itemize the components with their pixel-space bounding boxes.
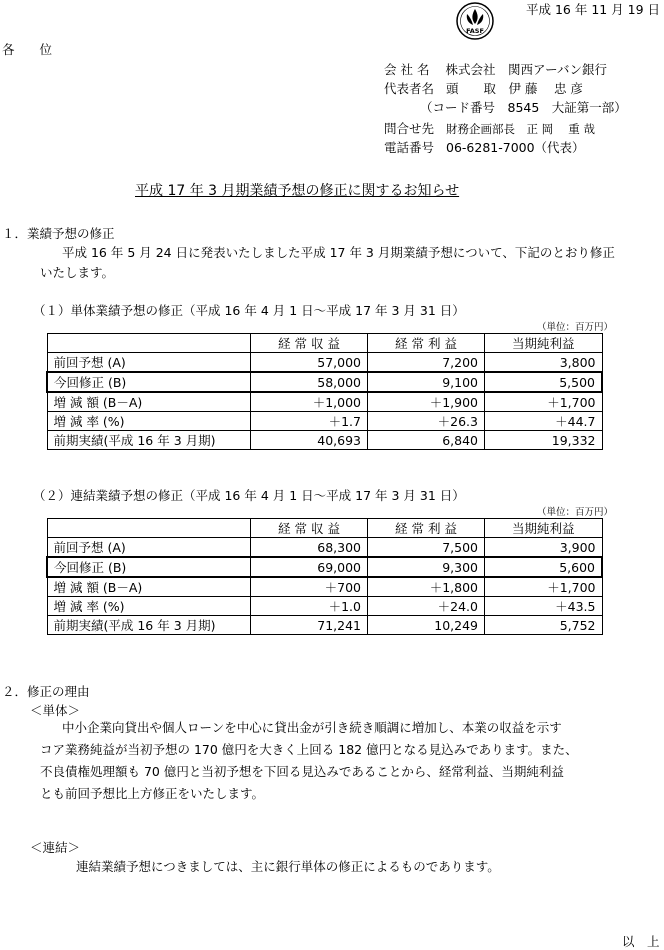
table-cell: 58,000 [251, 372, 368, 392]
table-cell: 68,300 [251, 538, 368, 558]
row-label: 前期実績(平成 16 年 3 月期) [47, 616, 251, 635]
table-row [47, 412, 602, 431]
table-cell: 40,693 [251, 431, 368, 450]
addressee: 各 位 [2, 42, 53, 57]
phone-row [384, 138, 585, 156]
table-row [47, 392, 602, 412]
row-label: 増 減 率 (%) [47, 412, 251, 431]
table-cell: ＋1,700 [485, 577, 603, 597]
company-row [384, 60, 607, 78]
section1-intro-line1: 平成 16 年 5 月 24 日に発表いたしました平成 17 年 3 月期業績予想について、下記のとおり修正 [62, 245, 615, 260]
single-reason-line: とも前回予想比上方修正をいたします。 [40, 786, 265, 801]
row-label: 増 減 額 (B－A) [47, 392, 251, 412]
single-reason-line: 中小企業向貸出や個人ローンを中心に貸出金が引き続き順調に増加し、本業の収益を示す [62, 720, 562, 735]
column-header: 当期純利益 [485, 519, 603, 538]
table-cell: ＋1.0 [251, 597, 368, 616]
page-title: 平成 17 年 3 月期業績予想の修正に関するお知らせ [135, 183, 460, 199]
table-cell: 10,249 [368, 616, 485, 635]
row-label: 今回修正 (B) [47, 372, 251, 392]
single-forecast-table [46, 333, 603, 450]
table-cell: 5,500 [485, 372, 603, 392]
consolidated-forecast-table [46, 518, 603, 635]
consolidated-label: ＜連結＞ [30, 840, 81, 855]
table-cell: ＋1,700 [485, 392, 603, 412]
table-cell: 19,332 [485, 431, 603, 450]
table-cell: ＋44.7 [485, 412, 603, 431]
company-name: 株式会社 関西アーバン銀行 [445, 62, 607, 77]
table-cell: ＋700 [251, 577, 368, 597]
table1-unit: （単位：百万円） [537, 322, 614, 333]
table-row [47, 353, 602, 373]
fasf-logo-icon [456, 2, 494, 40]
representative-row [384, 79, 583, 97]
table-row [47, 431, 602, 450]
phone-number: 06-6281-7000（代表） [446, 140, 585, 155]
column-header: 当期純利益 [485, 334, 603, 353]
table-cell: 9,300 [368, 557, 485, 577]
table-row-highlighted [47, 372, 602, 392]
representative-name: 頭 取 伊 藤 忠 彦 [446, 81, 583, 96]
header-empty [47, 519, 251, 538]
column-header: 経 常 収 益 [251, 334, 368, 353]
logo-text: FASF [466, 27, 484, 35]
company-label: 会 社 名 [384, 62, 430, 77]
table-cell: ＋24.0 [368, 597, 485, 616]
table-cell: ＋1,000 [251, 392, 368, 412]
table-cell: 3,800 [485, 353, 603, 373]
table-cell: 7,500 [368, 538, 485, 558]
section1-intro-line2: いたします。 [40, 265, 115, 280]
section2-heading: ２．修正の理由 [2, 684, 90, 699]
single-label: ＜単体＞ [30, 703, 81, 718]
consolidated-reason: 連結業績予想につきましては、主に銀行単体の修正によるものであります。 [76, 859, 500, 874]
table-row [47, 616, 602, 635]
table-cell: 3,900 [485, 538, 603, 558]
row-label: 増 減 率 (%) [47, 597, 251, 616]
table-cell: ＋1.7 [251, 412, 368, 431]
closing-mark: 以 上 [622, 934, 660, 949]
table-row [47, 597, 602, 616]
table-cell: ＋1,800 [368, 577, 485, 597]
contact-row [384, 119, 595, 137]
table-row [47, 538, 602, 558]
phone-label: 電話番号 [384, 140, 435, 155]
representative-label: 代表者名 [384, 81, 435, 96]
table-cell: 71,241 [251, 616, 368, 635]
table-cell: 5,752 [485, 616, 603, 635]
table-cell: 5,600 [485, 557, 603, 577]
contact-name: 財務企画部長 正 岡 重 哉 [446, 122, 595, 136]
table2-caption: （２）連結業績予想の修正（平成 16 年 4 月 1 日～平成 17 年 3 月 31 日） [33, 488, 465, 503]
row-label: 前期実績(平成 16 年 3 月期) [47, 431, 251, 450]
table-cell: 9,100 [368, 372, 485, 392]
contact-label: 問合せ先 [384, 121, 435, 136]
table-row [47, 577, 602, 597]
single-reason-line: 不良債権処理額も 70 億円と当初予想を下回る見込みであることから、経常利益、当期純利益 [40, 764, 564, 779]
row-label: 前回予想 (A) [47, 538, 251, 558]
table-cell: 7,200 [368, 353, 485, 373]
table-cell: 6,840 [368, 431, 485, 450]
stock-code: （コード番号 8545 大証第一部） [420, 100, 627, 115]
table-cell: ＋26.3 [368, 412, 485, 431]
document-date: 平成 16 年 11 月 19 日 [526, 2, 661, 17]
single-reason-line: コア業務純益が当初予想の 170 億円を大きく上回る 182 億円となる見込みであります。また、 [40, 742, 578, 757]
table-header-row [47, 519, 602, 538]
section1-heading: １．業績予想の修正 [2, 226, 115, 241]
table-cell: 57,000 [251, 353, 368, 373]
column-header: 経 常 利 益 [368, 334, 485, 353]
table1-caption: （１）単体業績予想の修正（平成 16 年 4 月 1 日～平成 17 年 3 月 31 日） [33, 303, 465, 318]
table-cell: ＋43.5 [485, 597, 603, 616]
table-cell: 69,000 [251, 557, 368, 577]
row-label: 今回修正 (B) [47, 557, 251, 577]
column-header: 経 常 利 益 [368, 519, 485, 538]
table-header-row [47, 334, 602, 353]
column-header: 経 常 収 益 [251, 519, 368, 538]
table-cell: ＋1,900 [368, 392, 485, 412]
table-row-highlighted [47, 557, 602, 577]
table2-unit: （単位：百万円） [537, 507, 614, 518]
header-empty [47, 334, 251, 353]
row-label: 増 減 額 (B－A) [47, 577, 251, 597]
row-label: 前回予想 (A) [47, 353, 251, 373]
